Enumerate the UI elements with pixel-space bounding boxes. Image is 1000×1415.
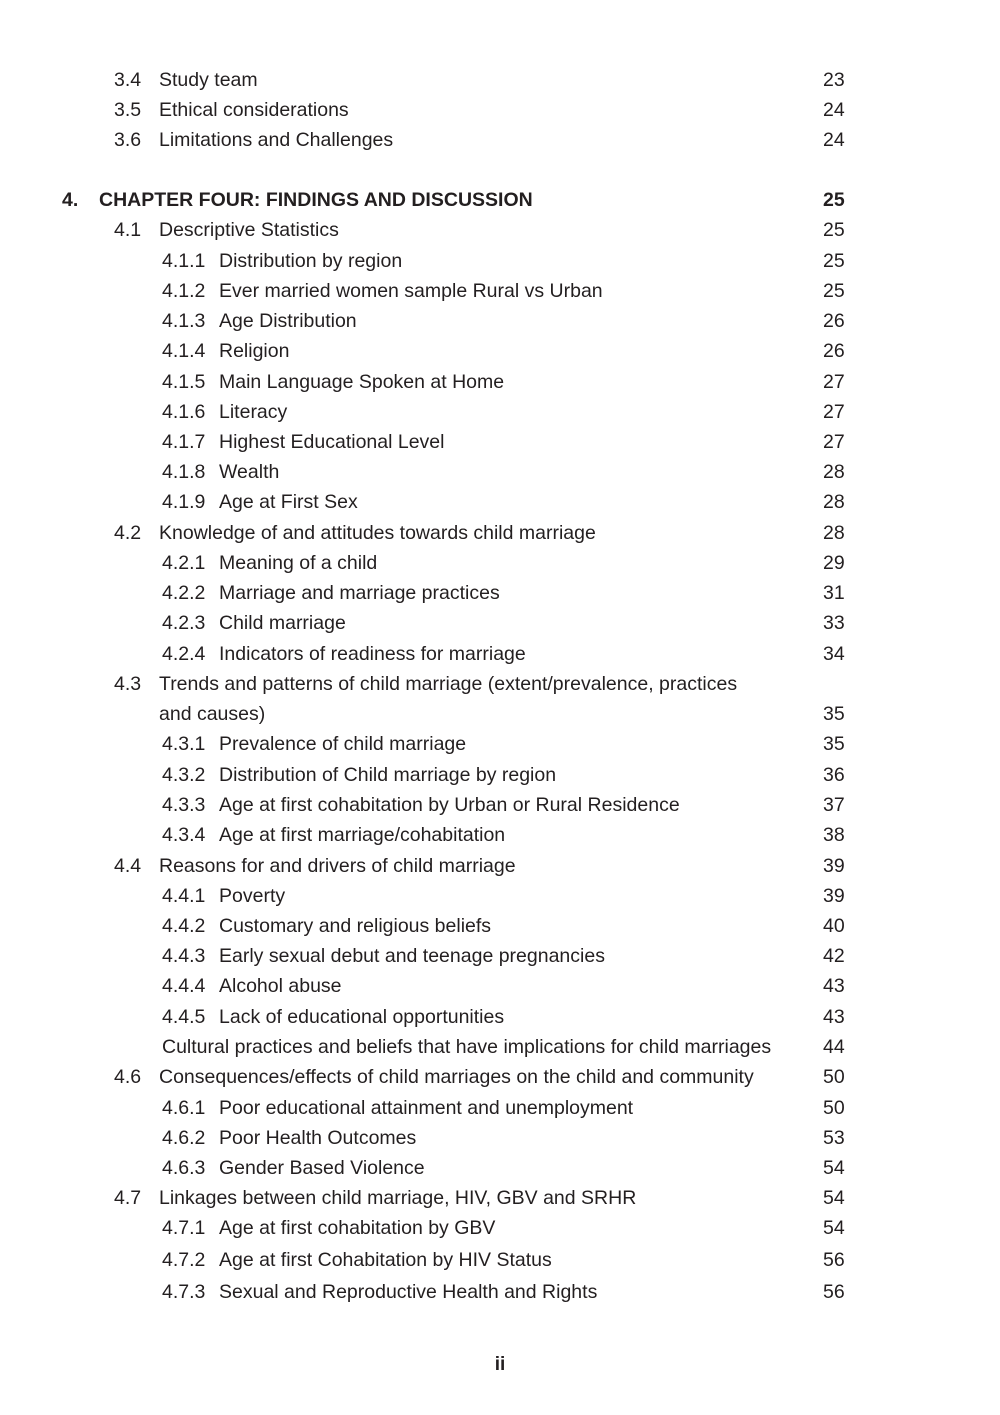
toc-page-number: 25: [823, 219, 845, 241]
toc-entry[interactable]: [0, 276, 1000, 306]
toc-page-number: 38: [823, 824, 845, 846]
toc-page-number: 28: [823, 522, 845, 544]
toc-page-number: 39: [823, 855, 845, 877]
toc-page-number: 27: [823, 371, 845, 393]
toc-entry[interactable]: [0, 941, 1000, 971]
toc-entry[interactable]: [0, 125, 1000, 155]
toc-section-title: Descriptive Statistics: [159, 219, 339, 241]
toc-entry[interactable]: [0, 971, 1000, 1001]
toc-page-number: 28: [823, 491, 845, 513]
toc-section-title: Customary and religious beliefs: [219, 915, 492, 937]
toc-section-number: 4.: [62, 189, 79, 211]
toc-entry[interactable]: [0, 790, 1000, 820]
toc-entry[interactable]: [0, 1123, 1000, 1153]
toc-section-number: 4.2.2: [162, 582, 206, 604]
toc-page-number: 40: [823, 915, 845, 937]
toc-section-title: Distribution of Child marriage by region: [219, 764, 557, 786]
toc-section-title: Ever married women sample Rural vs Urban: [219, 280, 603, 302]
toc-section-title: Sexual and Reproductive Health and Rights: [219, 1281, 598, 1303]
toc-page-number: 44: [823, 1036, 845, 1058]
toc-entry[interactable]: [0, 427, 1000, 457]
toc-section-title: Prevalence of child marriage: [219, 733, 467, 755]
toc-page-number: 43: [823, 1006, 845, 1028]
toc-section-title: Literacy: [219, 401, 288, 423]
toc-section-number: 4.4.5: [162, 1006, 206, 1028]
toc-entry[interactable]: [0, 1245, 1000, 1275]
toc-section-number: 4.4.4: [162, 975, 206, 997]
toc-section-title: Age at first Cohabitation by HIV Status: [219, 1249, 552, 1271]
toc-page-number: 29: [823, 552, 845, 574]
toc-section-title: Child marriage: [219, 612, 346, 634]
toc-entry[interactable]: [0, 820, 1000, 850]
toc-section-number: 4.7.3: [162, 1281, 206, 1303]
toc-section-number: 4.3.1: [162, 733, 206, 755]
toc-section-number: 4.1.3: [162, 310, 206, 332]
toc-entry[interactable]: [0, 95, 1000, 125]
toc-page-number: 56: [823, 1281, 845, 1303]
toc-section-number: 4.4: [114, 855, 142, 877]
toc-page-number: 34: [823, 643, 845, 665]
toc-entry[interactable]: [0, 215, 1000, 245]
toc-page-number: 24: [823, 129, 845, 151]
toc-section-title: Poor educational attainment and unemployment: [219, 1097, 634, 1119]
toc-section-number: 4.7.2: [162, 1249, 206, 1271]
toc-section-number: 4.1.4: [162, 340, 206, 362]
toc-section-title: Wealth: [219, 461, 280, 483]
toc-entry[interactable]: [0, 1093, 1000, 1123]
toc-section-title: Consequences/effects of child marriages on the child and community: [159, 1066, 754, 1088]
toc-entry[interactable]: [0, 457, 1000, 487]
toc-page-number: 42: [823, 945, 845, 967]
toc-section-title: Age at first cohabitation by GBV: [219, 1217, 496, 1239]
toc-page-number: 56: [823, 1249, 845, 1271]
toc-section-number: 4.3.3: [162, 794, 206, 816]
toc-section-number: 4.2: [114, 522, 142, 544]
toc-page-number: 37: [823, 794, 845, 816]
toc-section-title: CHAPTER FOUR: FINDINGS AND DISCUSSION: [99, 189, 533, 211]
toc-section-title: Indicators of readiness for marriage: [219, 643, 526, 665]
toc-section-number: 4.3: [114, 673, 142, 695]
toc-section-number: 4.1.9: [162, 491, 206, 513]
toc-page-number: 26: [823, 340, 845, 362]
toc-page-number: 25: [823, 280, 845, 302]
toc-section-number: 4.7.1: [162, 1217, 206, 1239]
toc-page-number: 54: [823, 1187, 845, 1209]
toc-section-number: 4.3.2: [162, 764, 206, 786]
toc-section-number: 3.6: [114, 129, 142, 151]
toc-entry[interactable]: [0, 1213, 1000, 1243]
toc-section-title: Poor Health Outcomes: [219, 1127, 417, 1149]
toc-section-number: 4.1.2: [162, 280, 206, 302]
toc-section-title: Cultural practices and beliefs that have implications for child marriages: [162, 1036, 772, 1058]
toc-entry[interactable]: [0, 487, 1000, 517]
toc-entry[interactable]: [0, 881, 1000, 911]
toc-page-number: 27: [823, 401, 845, 423]
toc-section-number: 4.6.1: [162, 1097, 206, 1119]
toc-page-number: 50: [823, 1097, 845, 1119]
page-number: ii: [494, 1354, 506, 1375]
toc-page-number: 25: [823, 189, 845, 211]
toc-section-number: 4.1.5: [162, 371, 206, 393]
toc-section-number: 4.1: [114, 219, 142, 241]
toc-entry[interactable]: [0, 367, 1000, 397]
toc-section-title: Highest Educational Level: [219, 431, 445, 453]
toc-section-number: 4.4.2: [162, 915, 206, 937]
toc-section-title: Religion: [219, 340, 290, 362]
toc-section-number: 4.2.4: [162, 643, 206, 665]
toc-page-number: 39: [823, 885, 845, 907]
toc-entry[interactable]: [0, 851, 1000, 881]
toc-section-title: Linkages between child marriage, HIV, GBV and SRHR: [159, 1187, 637, 1209]
toc-page-number: 27: [823, 431, 845, 453]
toc-section-title: Age at first cohabitation by Urban or Rural Residence: [219, 794, 680, 816]
toc-section-title: Study team: [159, 69, 258, 91]
toc-section-title: Distribution by region: [219, 250, 403, 272]
toc-entry[interactable]: [0, 246, 1000, 276]
toc-entry[interactable]: [0, 760, 1000, 790]
toc-entry[interactable]: [0, 518, 1000, 548]
toc-section-title: Meaning of a child: [219, 552, 378, 574]
toc-page-number: 50: [823, 1066, 845, 1088]
toc-section-title: Age Distribution: [219, 310, 357, 332]
toc-entry[interactable]: [0, 669, 1000, 699]
toc-entry[interactable]: [0, 336, 1000, 366]
toc-page-number: 54: [823, 1157, 845, 1179]
toc-page-number: 43: [823, 975, 845, 997]
toc-entry[interactable]: [0, 911, 1000, 941]
toc-section-title: Trends and patterns of child marriage (extent/prevalence, practices: [159, 673, 738, 695]
toc-section-number: 4.2.3: [162, 612, 206, 634]
toc-entry[interactable]: [0, 65, 1000, 95]
toc-entry[interactable]: [0, 397, 1000, 427]
toc-section-number: 4.7: [114, 1187, 142, 1209]
toc-section-number: 4.2.1: [162, 552, 206, 574]
toc-section-number: 3.5: [114, 99, 142, 121]
toc-page-number: 35: [823, 733, 845, 755]
toc-section-title: Poverty: [219, 885, 286, 907]
toc-section-number: 4.1.1: [162, 250, 206, 272]
toc-entry[interactable]: [0, 699, 1000, 729]
toc-page-number: 36: [823, 764, 845, 786]
toc-section-title: Gender Based Violence: [219, 1157, 425, 1179]
toc-section-number: 4.4.3: [162, 945, 206, 967]
toc-page-number: 28: [823, 461, 845, 483]
toc-entry[interactable]: [0, 578, 1000, 608]
toc-entry[interactable]: [0, 1277, 1000, 1307]
toc-section-number: 4.4.1: [162, 885, 206, 907]
toc-page-number: 33: [823, 612, 845, 634]
toc-entry[interactable]: [0, 1062, 1000, 1092]
toc-entry[interactable]: [0, 1183, 1000, 1213]
toc-section-title: Knowledge of and attitudes towards child marriage: [159, 522, 596, 544]
toc-section-title: Ethical considerations: [159, 99, 349, 121]
toc-section-number: 4.1.6: [162, 401, 206, 423]
toc-section-number: 4.6.2: [162, 1127, 206, 1149]
toc-section-title: Early sexual debut and teenage pregnancies: [219, 945, 605, 967]
toc-section-number: 4.6: [114, 1066, 142, 1088]
toc-section-title: Marriage and marriage practices: [219, 582, 500, 604]
toc-section-title: Reasons for and drivers of child marriage: [159, 855, 516, 877]
toc-entry[interactable]: [0, 306, 1000, 336]
toc-entry[interactable]: [0, 1002, 1000, 1032]
toc-entry[interactable]: [0, 1153, 1000, 1183]
toc-section-title: Age at first marriage/cohabitation: [219, 824, 506, 846]
toc-entry[interactable]: [0, 185, 1000, 215]
toc-entry[interactable]: [0, 729, 1000, 759]
toc-section-number: 3.4: [114, 69, 142, 91]
toc-entry[interactable]: [0, 639, 1000, 669]
toc-section-title: Lack of educational opportunities: [219, 1006, 505, 1028]
toc-section-title: Alcohol abuse: [219, 975, 342, 997]
toc-page-number: 26: [823, 310, 845, 332]
toc-section-title: Main Language Spoken at Home: [219, 371, 505, 393]
toc-entry[interactable]: [0, 608, 1000, 638]
toc-page-number: 24: [823, 99, 845, 121]
toc-entry[interactable]: [0, 1032, 1000, 1062]
toc-section-title: Limitations and Challenges: [159, 129, 394, 151]
toc-page-number: 53: [823, 1127, 845, 1149]
toc-page-number: 35: [823, 703, 845, 725]
toc-section-title: Age at First Sex: [219, 491, 358, 513]
toc-section-number: 4.1.7: [162, 431, 206, 453]
toc-section-number: 4.3.4: [162, 824, 206, 846]
toc-page-number: 23: [823, 69, 845, 91]
toc-page-number: 25: [823, 250, 845, 272]
toc-page-number: 54: [823, 1217, 845, 1239]
toc-section-number: 4.6.3: [162, 1157, 206, 1179]
toc-page-number: 31: [823, 582, 845, 604]
toc-entry[interactable]: [0, 548, 1000, 578]
toc-section-title: and causes): [159, 703, 266, 725]
toc-section-number: 4.1.8: [162, 461, 206, 483]
